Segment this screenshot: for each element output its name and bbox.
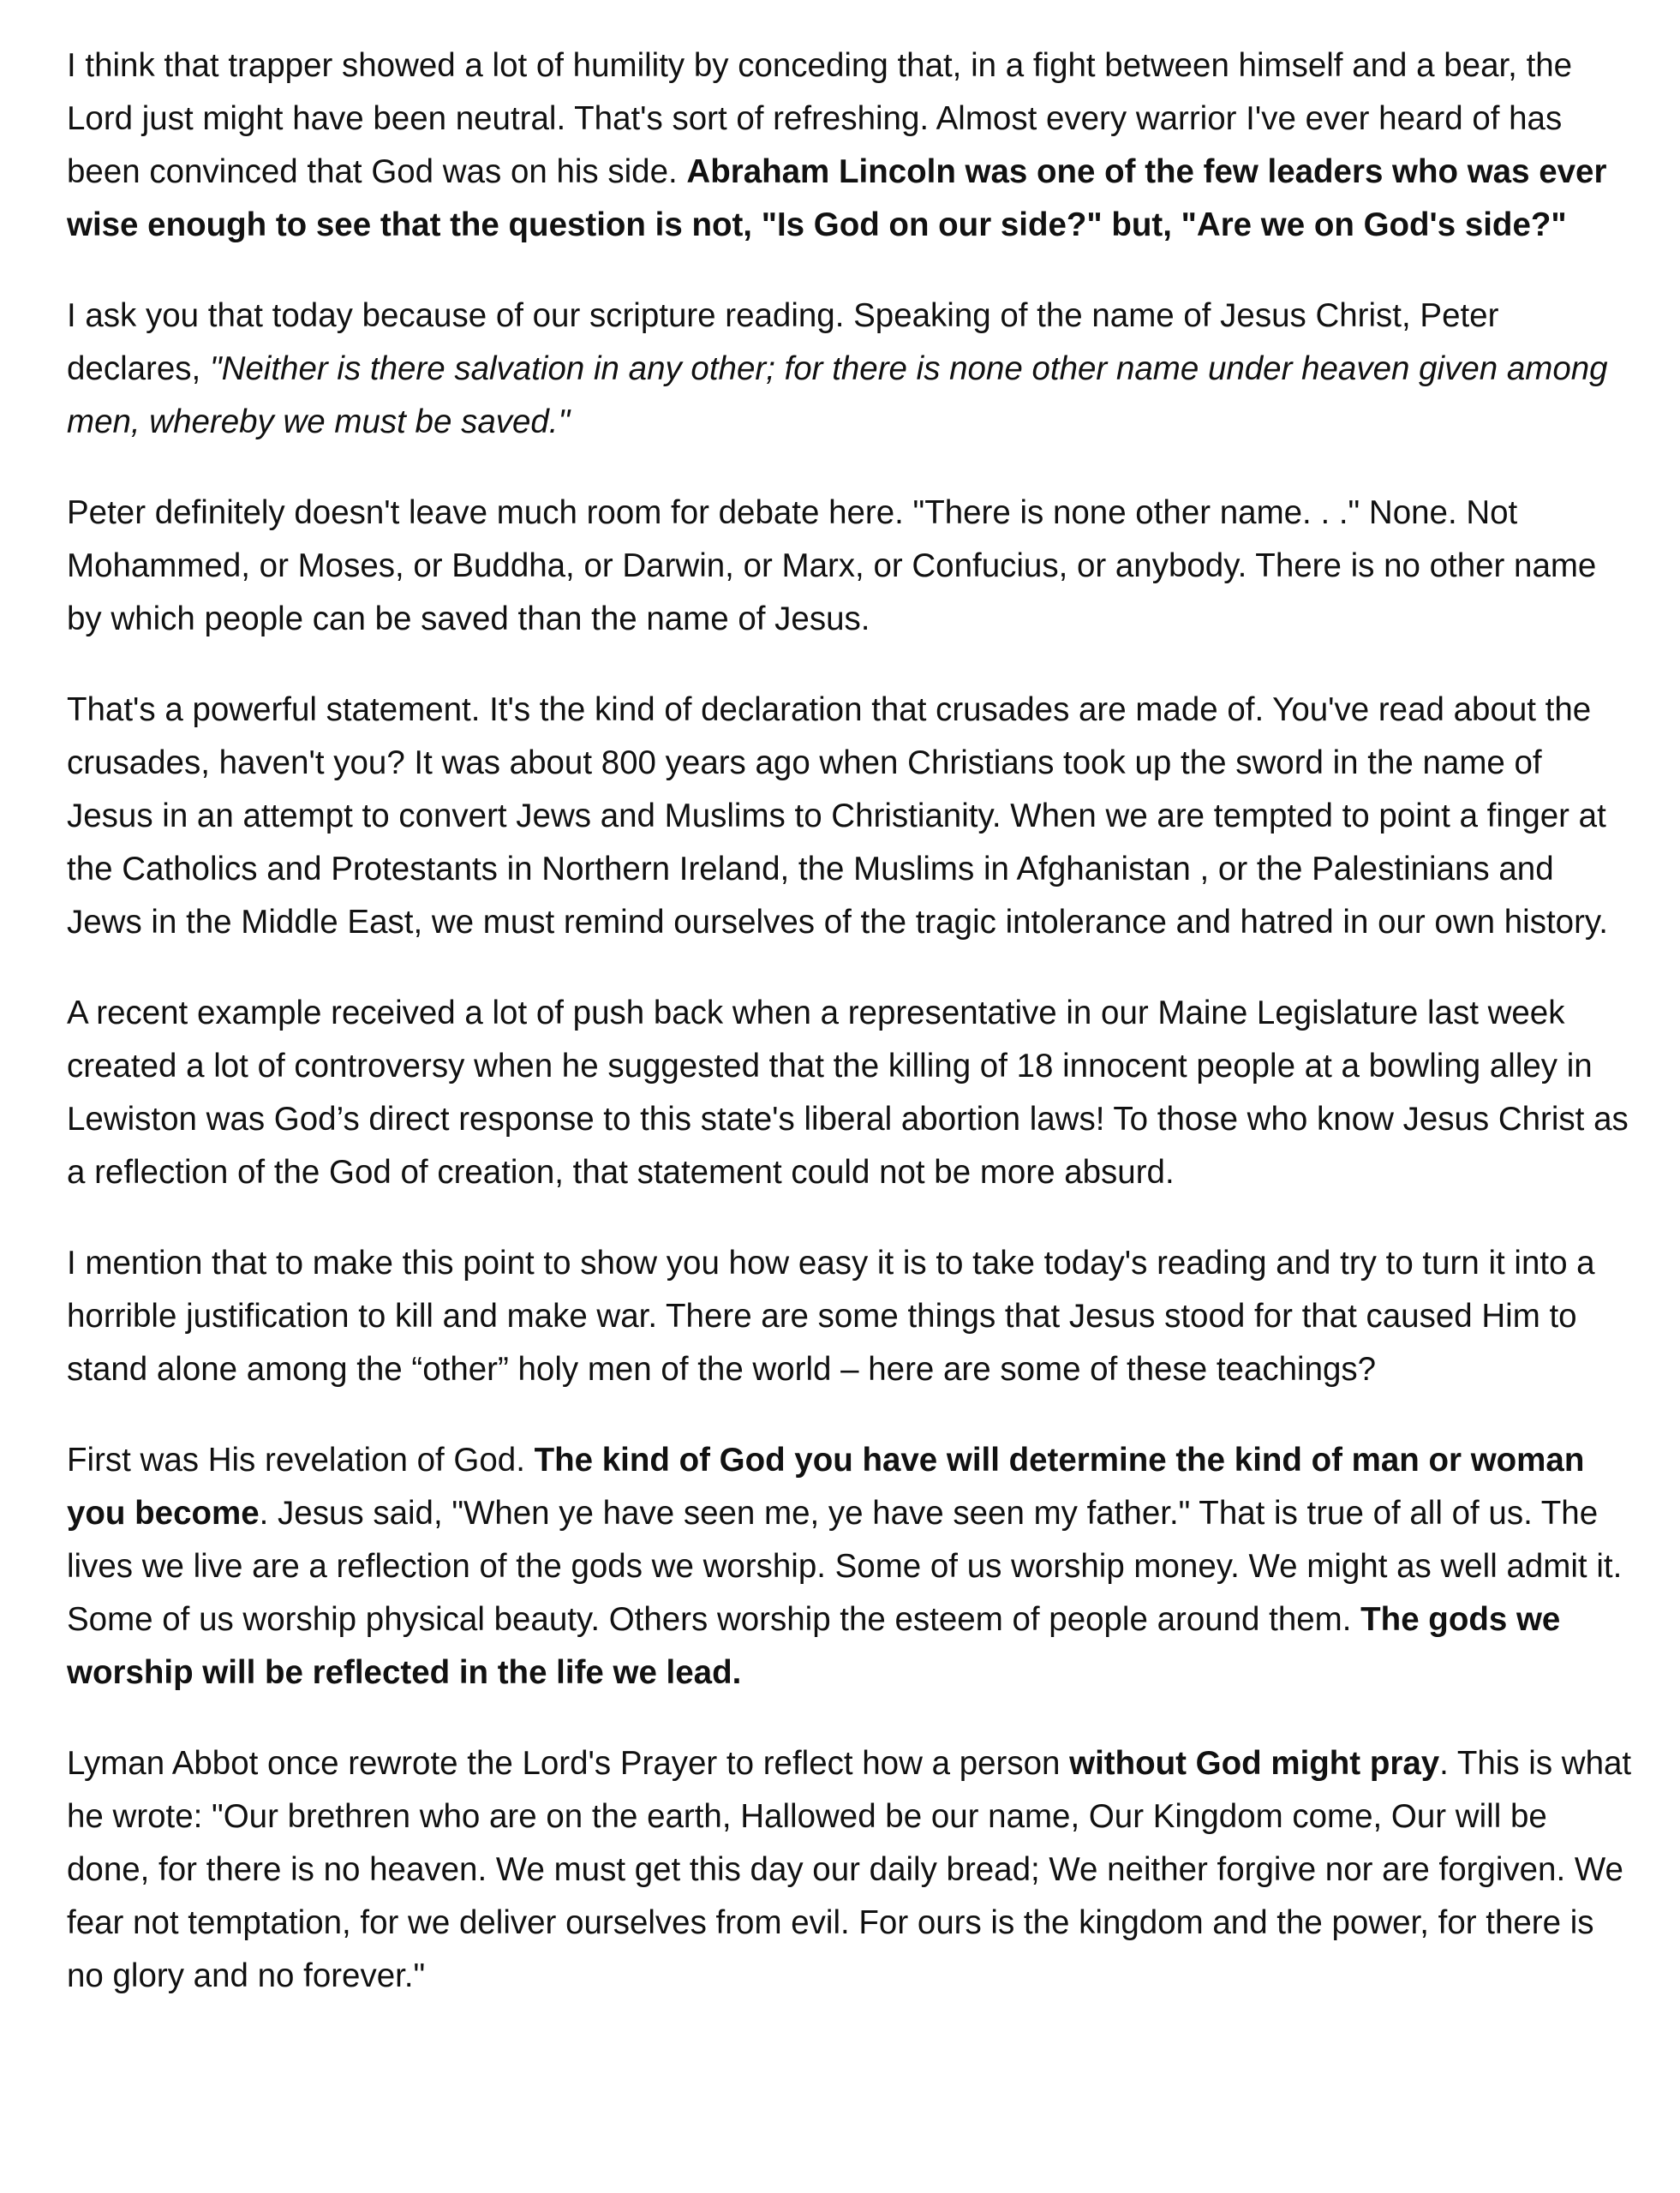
paragraph-text: First was His revelation of God.	[67, 1442, 535, 1479]
paragraph	[67, 487, 1635, 646]
paragraph	[67, 684, 1635, 949]
paragraph	[67, 1737, 1635, 2003]
paragraph-text: I ask you that today because of our scripture reading. Speaking of the name of Jesus Christ, Peter declares,	[67, 297, 1499, 387]
paragraph-text: . This is what he wrote: "Our brethren who are on the earth, Hallowed be our name, Our Kingdom come, Our will be done, for there is no heaven. We must get this day our daily bread; We neither forgive nor are forgiven. We fear not temptation, for we deliver ourselves from evil. For ours is the kingdom and the power, for there is no glory and no forever."	[67, 1745, 1632, 1994]
bold-text: Abraham Lincoln was one of the few leaders who was ever wise enough to see that the question is not, "Is God on our side?" but, "Are we on God's side?"	[67, 153, 1607, 243]
bold-text: The gods we worship will be reflected in the life we lead.	[67, 1601, 1561, 1691]
bold-text: without God might pray	[1069, 1745, 1440, 1782]
paragraph	[67, 987, 1635, 1199]
paragraph	[67, 1237, 1635, 1396]
paragraph-text: I think that trapper showed a lot of humility by conceding that, in a fight between himself and a bear, the Lord just might have been neutral. That's sort of refreshing. Almost every warrior I've ever heard of has been convinced that God was on his side.	[67, 47, 1573, 190]
bold-text: The kind of God you have will determine the kind of man or woman you become	[67, 1442, 1585, 1532]
paragraph-text: I mention that to make this point to show you how easy it is to take today's reading and try to turn it into a horrible justification to kill and make war. There are some things that Jesus stood for that caused Him to stand alone among the “other” holy men of the world – here are some of these teachings?	[67, 1245, 1595, 1388]
paragraph-text: Peter definitely doesn't leave much room for debate here. "There is none other name. . ." None. Not Mohammed, or Moses, or Buddha, or Darwin, or Marx, or Confucius, or anybody. There is no other name by which people can be saved than the name of Jesus.	[67, 494, 1597, 637]
paragraph-text: . Jesus said, "When ye have seen me, ye have seen my father." That is true of all of us. The lives we live are a reflection of the gods we worship. Some of us worship money. We might as well admit it. Some of us worship physical beauty. Others worship the esteem of people around them.	[67, 1495, 1623, 1638]
paragraph-text: Lyman Abbot once rewrote the Lord's Prayer to reflect how a person	[67, 1745, 1070, 1782]
scripture-quote: "Neither is there salvation in any other; for there is none other name under heaven given among men, whereby we must be saved."	[67, 350, 1608, 440]
paragraph-text: A recent example received a lot of push back when a representative in our Maine Legislature last week created a lot of controversy when he suggested that the killing of 18 innocent people at a bowling alley in Lewiston was God’s direct response to this state's liberal abortion laws! To those who know Jesus Christ as a reflection of the God of creation, that statement could not be more absurd.	[67, 995, 1629, 1191]
paragraph	[67, 290, 1635, 449]
document-page	[67, 39, 1635, 2041]
paragraph-text: That's a powerful statement. It's the kind of declaration that crusades are made of. You've read about the crusades, haven't you? It was about 800 years ago when Christians took up the sword in the name of Jesus in an attempt to convert Jews and Muslims to Christianity. When we are tempted to point a finger at the Catholics and Protestants in Northern Ireland, the Muslims in Afghanistan , or the Palestinians and Jews in the Middle East, we must remind ourselves of the tragic intolerance and hatred in our own history.	[67, 691, 1608, 941]
paragraph	[67, 39, 1635, 252]
paragraph	[67, 1434, 1635, 1700]
